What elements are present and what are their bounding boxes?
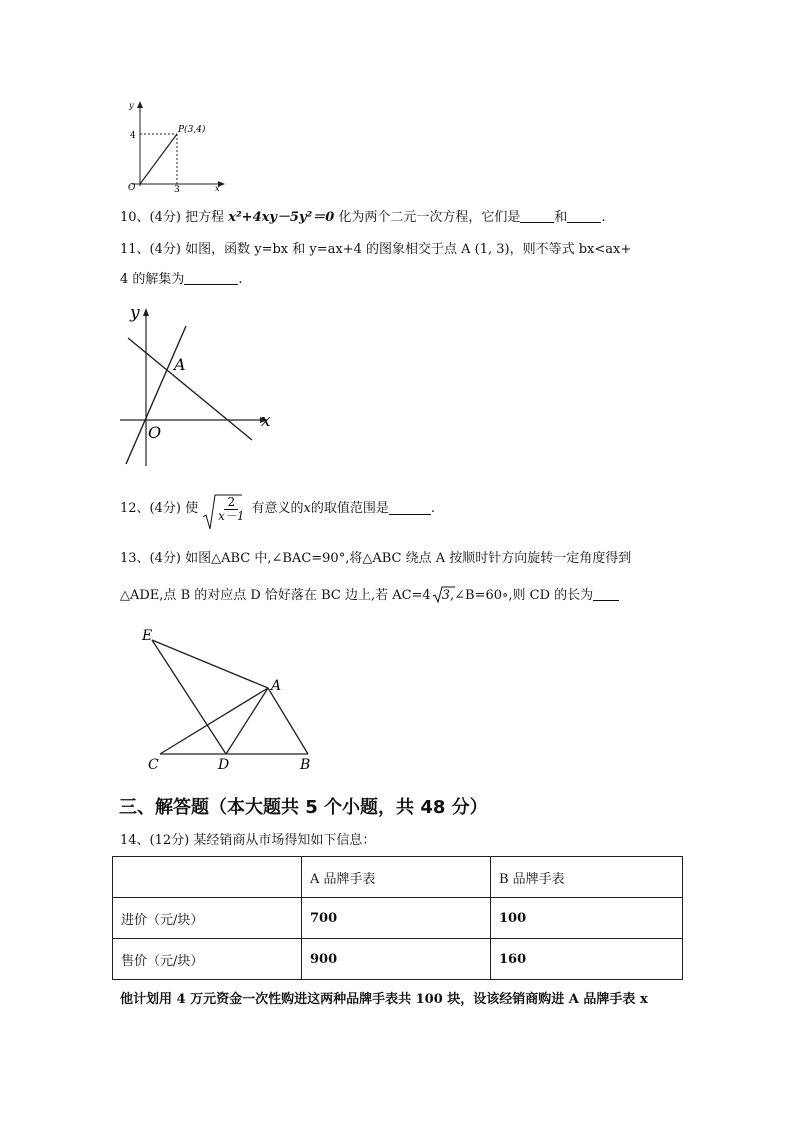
question-11-line-1: 11、(4分) 如图，函数 y=bx 和 y=ax+4 的图象相交于点 A (1, 3)，则不等式 bx<ax+: [120, 242, 632, 257]
fig3-segment-ca: [160, 688, 268, 754]
question-10: [120, 210, 606, 224]
fig3-segment-ea: [152, 640, 268, 688]
q11-blank[interactable]: [184, 272, 238, 285]
q13-text: △ADE,点 B 的对应点 D 恰好落在 BC 边上,若 AC=4: [120, 588, 431, 603]
fig3-label-b: B: [300, 757, 311, 773]
fig3-segment-ab: [268, 688, 308, 754]
table-header-cell: A 品牌手表: [302, 857, 491, 898]
fig1-y-label: y: [129, 101, 134, 110]
table-cell: 160: [491, 939, 683, 980]
fig1-segment-op: [140, 134, 177, 184]
table-row: [113, 898, 683, 939]
q10-blank-2[interactable]: [567, 210, 601, 223]
price-table: [112, 856, 683, 980]
q12-end: .: [430, 500, 436, 516]
question-14-intro: 14、(12分) 某经销商从市场得知如下信息：: [120, 833, 376, 848]
table-header-cell: B 品牌手表: [491, 857, 683, 898]
q10-blank-1[interactable]: [520, 210, 554, 223]
table-header-cell: [113, 857, 302, 898]
fig3-label-c: C: [148, 757, 159, 773]
q10-end: .: [601, 210, 606, 225]
question-13-line-1: 13、(4分) 如图△ABC 中,∠BAC=90°,将△ABC 绕点 A 按顺时针方向旋转一定角度得到: [120, 551, 632, 566]
q10-number: 10、(4分) 把方程: [120, 210, 229, 225]
fig2-point-a: A: [174, 355, 186, 374]
q12-number: 12、(4分) 使: [120, 500, 199, 516]
fig2-origin: O: [148, 423, 162, 442]
q12-text2: 的取值范围是: [310, 500, 389, 516]
question-11-line-2: [120, 272, 243, 286]
fig3-label-d: D: [218, 757, 230, 773]
section-3-title: 三、解答题（本大题共 5 个小题，共 48 分）: [119, 797, 488, 818]
q12-var: x: [303, 500, 311, 516]
q12-frac-den: x－1: [218, 509, 245, 524]
table-cell: 700: [302, 898, 491, 939]
fig1-tick-3: 3: [174, 185, 180, 194]
fig2-line-bx: [126, 326, 186, 464]
fig2-x-label: x: [261, 411, 271, 431]
q13-blank[interactable]: [593, 588, 619, 601]
table-row: [113, 939, 683, 980]
q12-blank[interactable]: [389, 502, 431, 515]
figure-point-p: [118, 98, 230, 194]
q10-text: 化为两个二元一次方程，它们是: [334, 210, 521, 225]
fig1-tick-4: 4: [130, 131, 136, 141]
fig1-point-label: P(3,4): [178, 125, 206, 135]
fig3-segment-da: [226, 688, 268, 754]
q13-text-end: ,∠B=60∘,则 CD 的长为: [450, 588, 594, 603]
table-header-row: [113, 857, 683, 898]
question-14-continued: 他计划用 4 万元资金一次性购进这两种品牌手表共 100 块，设该经销商购进 A 品牌手表 x: [120, 992, 648, 1007]
table-cell: 进价（元/块）: [113, 898, 302, 939]
fig2-line-ax-plus-4: [128, 338, 252, 440]
q13-sqrt-value: 3: [441, 588, 450, 603]
q10-equation: x²+4xy－5y²＝0: [228, 210, 335, 225]
table-cell: 售价（元/块）: [113, 939, 302, 980]
q12-frac-num: 2: [224, 496, 238, 510]
table-cell: 100: [491, 898, 683, 939]
q12-sqrt: [202, 493, 247, 523]
q11-text: 4 的解集为: [120, 272, 185, 287]
table-cell: 900: [302, 939, 491, 980]
q12-text: 有意义的: [251, 500, 304, 516]
q10-and: 和: [554, 210, 568, 225]
question-13-line-2: [120, 588, 619, 602]
q13-sqrt: [433, 589, 450, 602]
fig3-label-a: A: [271, 678, 282, 694]
fig2-y-label: y: [130, 303, 140, 323]
question-12: [120, 493, 435, 523]
q11-end: .: [238, 272, 243, 287]
fig1-origin-label: O: [128, 183, 136, 193]
figure-two-lines: [118, 298, 280, 470]
fig1-x-label: x: [215, 184, 220, 193]
fig3-label-e: E: [142, 628, 153, 644]
figure-rotated-triangles: [138, 624, 328, 774]
